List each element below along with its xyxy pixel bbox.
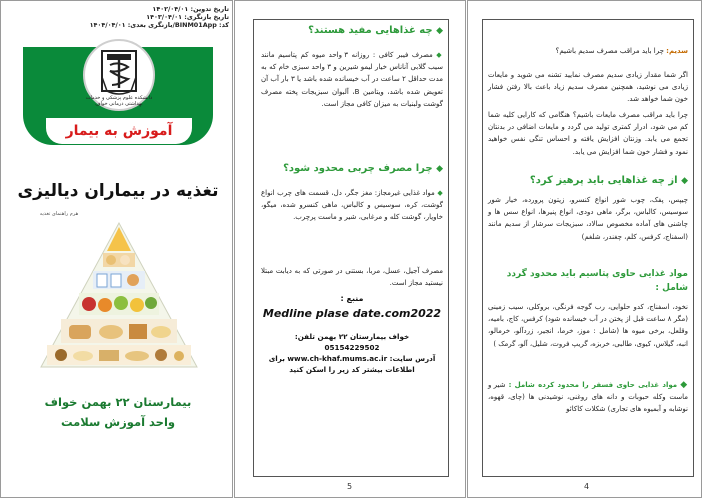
university-logo [83,39,155,111]
diamond-bullet-icon: ◆ [436,164,443,174]
right-panel [467,0,702,498]
small-diamond-icon: ◆ [434,189,444,197]
contact-info [261,331,443,375]
website-line: آدرس سایت: www.ch-khaf.mums.ac.ir برای [268,354,436,363]
fat-body [261,187,443,224]
food-pyramid-caption: هرم راهنمای تغذیه [39,211,79,217]
document-metadata [7,5,229,29]
logo-caption: دانشکده علوم پزشکی و خدمات بهداشتی درمانی خواف [85,95,153,107]
phosphorus-section [488,379,688,416]
page-number: 4 [584,482,590,491]
heading-text: چرا مصرف چربی محدود شود؟ [283,163,433,174]
diamond-bullet-icon: ◆ [436,26,443,36]
section-heading-avoid [488,175,688,186]
sodium-heading: سدیم: [666,47,688,55]
brochure-title: تغذیه در بیماران دیالیزی [17,181,219,201]
patient-education-text: آموزش به بیمار [65,123,173,139]
diamond-bullet-icon: ◆ [680,380,688,390]
meta-line: کد: BINM01App/بازنگری بعدی: ۱۴۰۴/۰۴/۰۱ [89,21,229,29]
phosphorus-body: شیر و ماست وکله حبوبات و دانه های روغنی، نوشیدنی ها (چای، قهوه، نوشابه و آبمیوه های تجاری) شکلات کاکائو [488,381,688,414]
small-diamond-icon: ◆ [432,51,443,59]
source-reference: Medline plase date.com2022 [262,307,442,320]
benefits-body [261,49,443,110]
fat-note: مصرف آجیل، عسل، مربا، بستنی در صورتی که به دیابت مبتلا نیستید مجاز است. [261,267,443,288]
section-heading-benefits [259,25,443,36]
sodium-body: اگر شما مقدار زیادی سدیم مصرف نمایید تشنه می شوید و مایعات زیادی می نوشید، همچنین مصرف سدیم زیاد باعث بالا رفتن فشار خون شما خواهد شد. [488,71,688,104]
page-number: 5 [347,482,353,491]
patient-education-label [46,118,192,144]
source-label: منبع : [340,294,364,303]
section-heading-potassium: مواد غذایی حاوی پتاسیم باید محدود گردد شامل : [506,269,688,293]
sodium-section [488,45,688,57]
body-text: مواد غذایی غیرمجاز: مغز جگر، دل، قسمت های چرب انواع گوشت، کره، سوسیس و کالباس، ماهی کنسرو شده، میگو، خاویار، گوشت کله و مرغابی، شیر و ماست پرچرب. [261,189,443,222]
section-heading-fat [259,163,443,174]
middle-panel [234,0,466,498]
heading-text: از چه غذاهایی باید پرهیز کرد؟ [529,175,678,186]
cover-panel [0,0,233,498]
scan-instruction: اطلاعات بیشتر کد زیر را اسکن کنید [289,365,415,374]
sodium-question: چرا باید مراقب مصرف سدیم باشیم؟ [555,47,664,55]
avoid-body: چیپس، پفک، چوب شور انواع کنسرو، زیتون پرورده، خیار شور سوسیس، کالباس، برگر، ماهی دودی، انواع پنیرها، انواع سس ها و چاشنی های آماده مخصوص سالاد، سبزیجات سرشار از سدیم مانند (اسفناج، کرفس، کلم، چغندر، شلغم) [488,196,688,241]
phosphorus-heading: مواد غذایی حاوی فسفر را محدود کرده شامل : [508,381,678,389]
heading-text: چه غذاهایی مفید هستند؟ [308,25,433,36]
diamond-bullet-icon: ◆ [681,176,688,186]
address-line: خواف بیمارستان ۲۲ بهمن تلفن: [294,332,410,341]
potassium-body: نخود، اسفناج، کدو حلوایی، رب گوجه فرنگی، بروکلی، سیب زمینی (مگر ۸ ساعت قبل از پختن در آب خیسانده شود) کرفس، کاج، بامیه، وقلعل، برخی میوه ها (شامل : موز، خرما، انجیر، زردآلو، خرمالو، انبه، گیلاس، کیوی، طالبی، خربزه، گریپ فروت، شلیل، آلو، گرمک ) [488,303,688,348]
body-text: مصرف فیبر کافی : روزانه ۳ واحد میوه کم پتاسیم مانند سیب گلابی آناناس خیار لیمو شیرین و ۳ واحد سبزی خام که به مدت حداقل ۲ ساعت در آب خیسانده شده باشد یا ۳ بار آب آن تعویض شده باشد، ویتامین B، آلبوان سبزیجات پخته مصرف گوشت ولبنیات به میزان کافی مجاز است. [261,51,443,108]
meta-line: تاریخ تدوین: ۱۴۰۲/۰۴/۰۱ [152,5,229,13]
unit-name: واحد آموزش سلامت [60,415,176,429]
hospital-name: بیمارستان ۲۲ بهمن خواف [44,395,192,409]
food-pyramid-illustration [21,217,217,377]
phone-number: 05154229502 [324,343,380,352]
fluid-body: چرا باید مراقب مصرف مایعات باشیم؟ هنگامی که کارایی کلیه شما کم می شود، ادرار کمتری تولید می گردد و مایعات اضافی در بدنتان تجمع می یابد. وزنتان افزایش یافته و احساس تنگی نفس خواهید نمود و فشار خون شما افزایش می یابد. [488,111,688,156]
meta-line: تاریخ بازنگری: ۱۴۰۳/۰۴/۰۱ [146,13,229,21]
